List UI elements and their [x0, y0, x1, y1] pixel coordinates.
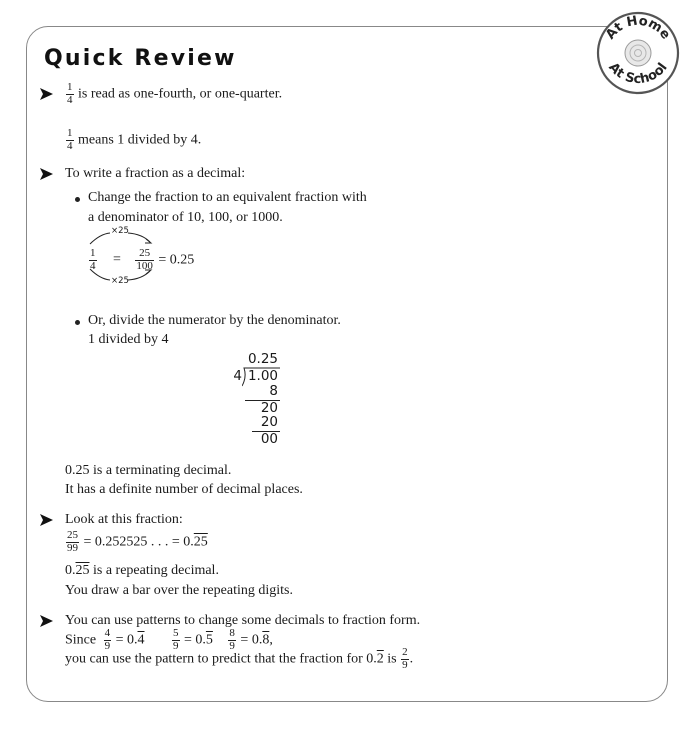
repeating-expansion-line: $\frac{25}{99}$ = 0.252525 . . . = 0.25 [67, 529, 208, 554]
terminating-line1: 0.25 is a terminating decimal. [65, 463, 232, 478]
bullet2-line1: Or, divide the numerator by the denominator. [88, 313, 341, 328]
terminating-line2: It has a definite number of decimal places. [65, 482, 303, 497]
section2-heading: To write a fraction as a decimal: [65, 166, 246, 181]
section4-heading: You can use patterns to change some decimals to fraction form. [65, 613, 421, 628]
bullet1-line1: Change the fraction to an equivalent fraction with [88, 190, 367, 205]
multiplier-bottom: ×25 [111, 276, 129, 286]
pattern-examples-line: Since $\frac{4}{9}$ = 0.4 $\frac{5}{9}$ = 0.5 $\frac{8}{9}$ = 0.8, [65, 627, 273, 652]
bullet1-line2: a denominator of 10, 100, or 1000. [88, 210, 283, 225]
arrow-bullet-icon [40, 88, 53, 100]
bullet-dot [75, 320, 80, 325]
one-fourth-fraction: $\frac{1}{4}$ [67, 127, 73, 152]
page-title: Quick Review [44, 46, 237, 71]
bullet-dot [75, 197, 80, 202]
arrow-bullet-icon [40, 615, 53, 627]
bar-explanation-line: You draw a bar over the repeating digits. [65, 583, 293, 598]
badge-top-text: At Home [603, 13, 673, 43]
multiplier-top: ×25 [111, 226, 129, 236]
fraction-read-line: $\frac{1}{4}$ is read as one-fourth, or one-quarter. [67, 81, 283, 106]
equivalent-fraction-line: $\frac{1}{4}$ = $\frac{25}{100}$ = 0.25 [90, 247, 195, 272]
arrow-bullet-icon [40, 168, 53, 180]
at-home-at-school-badge [595, 10, 681, 96]
bullet2-line2: 1 divided by 4 [88, 332, 169, 347]
badge-bottom-text: At School [605, 60, 671, 88]
arrow-bullet-icon [40, 514, 53, 526]
repeating-decimal-line: 0.25 is a repeating decimal. [65, 563, 219, 578]
section3-heading: Look at this fraction: [65, 512, 183, 527]
fraction-meaning-line: $\frac{1}{4}$ means 1 divided by 4. [67, 127, 202, 152]
one-fourth-fraction: $\frac{1}{4}$ [67, 81, 73, 106]
pattern-conclusion-line: you can use the pattern to predict that the fraction for 0.2 is $\frac{2}{9}$ . [65, 646, 414, 671]
